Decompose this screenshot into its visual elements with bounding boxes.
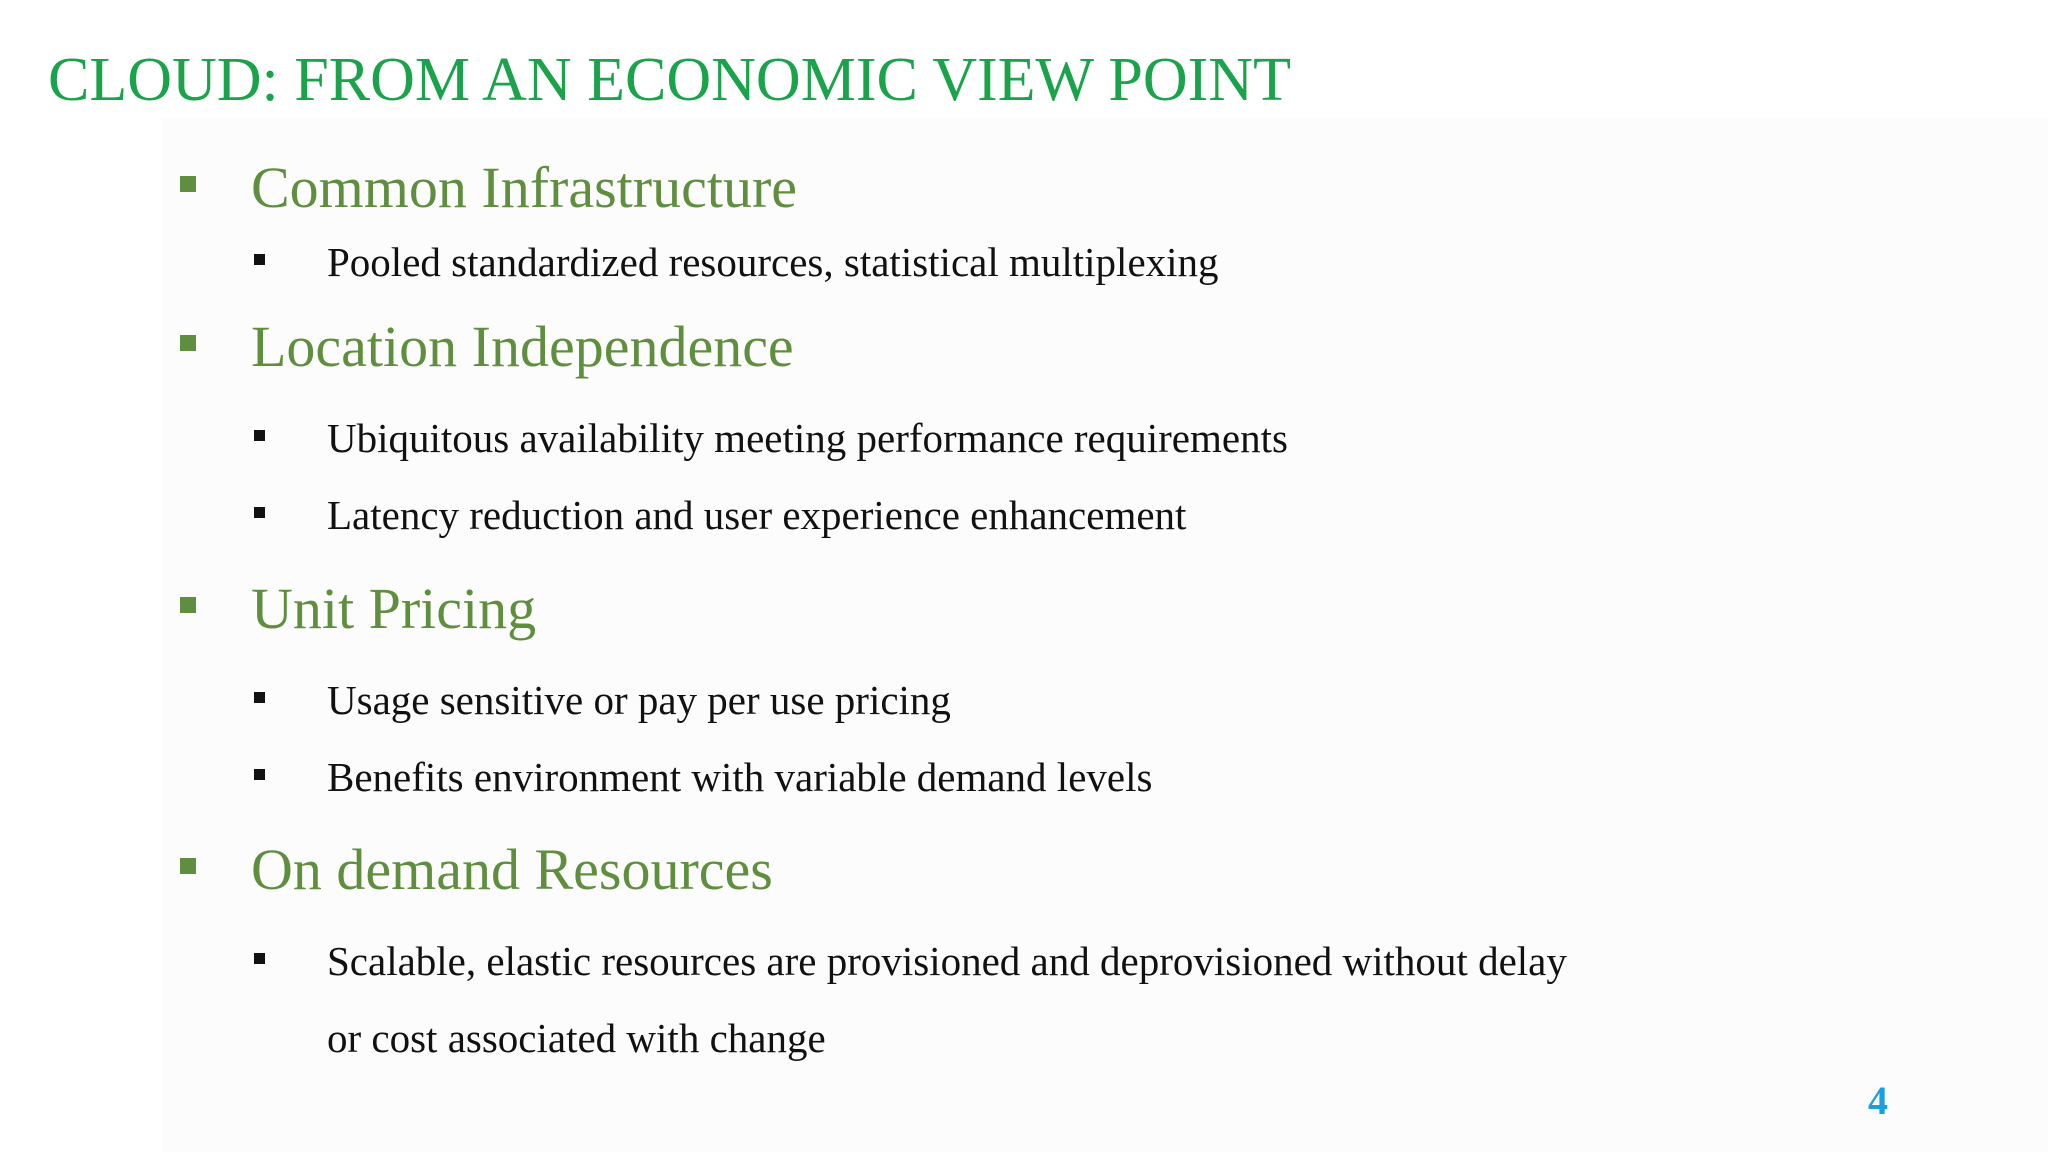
square-bullet-icon: [254, 769, 265, 780]
square-bullet-icon: [254, 953, 265, 964]
page-number: 4: [1868, 1078, 1888, 1123]
list-item-text: Usage sensitive or pay per use pricing: [327, 677, 951, 723]
list-item-text: Ubiquitous availability meeting performance requirements: [327, 415, 1288, 461]
square-bullet-icon: [180, 176, 196, 192]
square-bullet-icon: [254, 507, 265, 518]
square-bullet-icon: [180, 858, 196, 874]
section-heading-text: Common Infrastructure: [251, 155, 798, 220]
square-bullet-icon: [254, 430, 265, 441]
section-heading-text: On demand Resources: [251, 837, 773, 902]
square-bullet-icon: [180, 335, 196, 351]
section-heading-text: Location Independence: [251, 314, 794, 379]
section-heading-text: Unit Pricing: [251, 576, 537, 641]
list-item-text: Latency reduction and user experience enhancement: [327, 492, 1187, 538]
list-item-continuation-text: or cost associated with change: [327, 1015, 826, 1061]
square-bullet-icon: [254, 254, 265, 265]
square-bullet-icon: [180, 597, 196, 613]
square-bullet-icon: [254, 692, 265, 703]
list-item-text: Benefits environment with variable demand levels: [327, 754, 1153, 800]
slide-title: CLOUD: FROM AN ECONOMIC VIEW POINT: [48, 46, 1291, 114]
list-item-text: Pooled standardized resources, statistical multiplexing: [327, 239, 1219, 285]
list-item-text: Scalable, elastic resources are provisioned and deprovisioned without delay: [327, 938, 1567, 984]
